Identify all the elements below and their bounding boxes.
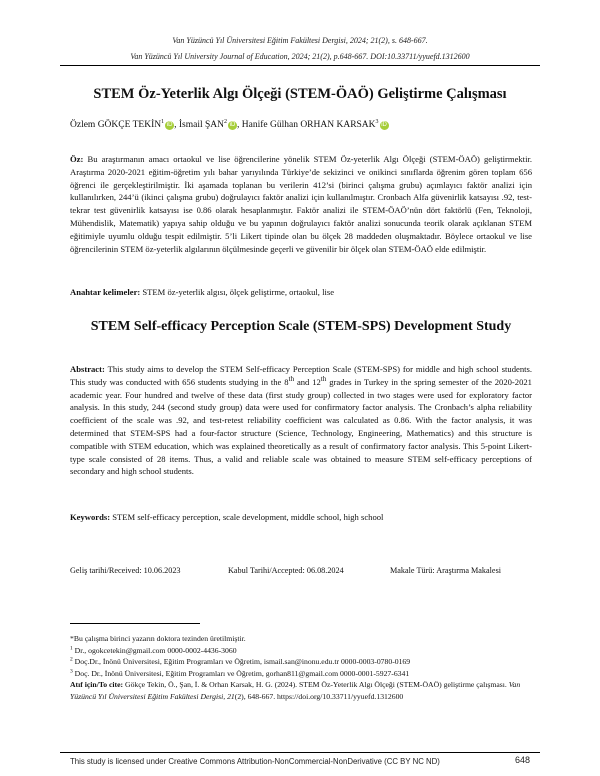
footnote-divider <box>70 623 200 624</box>
abstract-en-label: Abstract: <box>70 364 105 374</box>
author-2-affiliation: 2 <box>224 118 227 125</box>
footnote-text: Dr., ogokcetekin@gmail.com 0000-0002-4436-3060 <box>72 645 237 655</box>
ordinal-suffix: th <box>320 374 327 383</box>
footnote-marker: 3 <box>70 668 73 675</box>
footnote-2 <box>70 656 532 668</box>
author-separator: , <box>174 120 179 130</box>
ordinal-suffix: th <box>288 374 295 383</box>
keywords-en-label: Keywords: <box>70 512 111 522</box>
author-3-name: Hanife Gülhan ORHAN KARSAK <box>241 120 376 130</box>
received-date: Geliş tarihi/Received: 10.06.2023 <box>70 566 181 575</box>
keywords-tr-label: Anahtar kelimeler: <box>70 287 141 297</box>
abstract-turkish <box>70 153 532 255</box>
title-turkish: STEM Öz-Yeterlik Algı Ölçeği (STEM-ÖAÖ) Geliştirme Çalışması <box>93 86 507 102</box>
citation-journal: Van Yüzüncü Yıl Üniversitesi Eğitim Fakültesi Dergisi, 21 <box>70 680 521 701</box>
footnote-3 <box>70 668 532 680</box>
citation <box>70 679 532 702</box>
abstract-tr-text: Bu araştırmanın amacı ortaokul ve lise öğrencilerine yönelik STEM Öz-yeterlik Algı Ölçeği (STEM-ÖAÖ) geliştirmektir. Araştırma 2020-2021 eğitim-öğretim yılı bahar yarıyılında Türkiye’de sekizinci ve onikinci sınıflarda öğrenim gören toplam 656 öğrenci ile gerçekleştirilmiştir. İki aşamada toplanan bu verilerin 412’si (birinci çalışma grubu) açımlayıcı faktör analizi için kullanılırken, 244’ü (ikinci çalışma grubu) doğrulayıcı faktör analizi için kullanılmıştır. Cronbach Alfa güvenirlik katsayısı .92, test-tekrar test güvenirlik katsayısı ise 0.86 olarak hesaplanmıştır. Faktör analizi ile STEM-ÖAÖ’nün dört faktörlü (Fen, Teknoloji, Mühendislik, Matematik) yapıya sahip olduğu ve bu yapının doğrulayıcı faktör analizi sonucunda teorik olarak açıklanan STEM eğitimiyle uyumlu olduğu tespit edilmiştir. 5’li Likert tipinde olan bu ölçek 28 maddeden oluşmaktadır. Böylece ortaokul ve lise öğrencilerinin STEM öz-yeterlik algılarının ölçülmesinde geçerli ve güvenilir bir ölçek olan STEM-ÖAÖ elde edilmiştir. <box>70 154 532 254</box>
footnote-thesis: *Bu çalışma birinci yazarın doktora tezinden üretilmiştir. <box>70 634 246 643</box>
citation-text: Gökçe Tekin, Ö., Şan, İ. & Orhan Karsak, H. G. (2024). STEM Öz-Yeterlik Algı Ölçeği (STEM-ÖAÖ) geliştirme çalışması. <box>123 680 509 690</box>
author-2-name: İsmail ŞAN <box>178 120 224 130</box>
article-type: Makale Türü: Araştırma Makalesi <box>390 566 502 575</box>
citation-label: Atıf için/To cite: <box>70 680 124 690</box>
author-3-affiliation: 3 <box>375 118 379 125</box>
orcid-icon[interactable]: iD <box>166 122 173 128</box>
abstract-en-text: and 12 <box>294 376 321 387</box>
title-english: STEM Self-efficacy Perception Scale (STEM-SPS) Development Study <box>90 319 512 334</box>
author-line <box>70 120 389 130</box>
footnote-marker: 2 <box>70 656 73 663</box>
journal-header-en: Van Yüzüncü Yıl University Journal of Education, 2024; 21(2), p.648-667. DOI:10.33711/yyuefd.1312600 <box>130 52 470 61</box>
page-number: 648 <box>514 755 530 765</box>
license-notice: This study is licensed under Creative Commons Attribution-NonCommercial-NonDerivative (CC BY NC ND) <box>70 757 440 766</box>
footer-divider <box>60 752 540 753</box>
orcid-icon[interactable]: iD <box>229 122 236 128</box>
footnote-marker: 1 <box>70 645 73 652</box>
accepted-date: Kabul Tarihi/Accepted: 06.08.2024 <box>228 566 344 575</box>
abstract-en-text: This study aims to develop the STEM Self-efficacy Perception Scale (STEM-SPS) for middle and high school students. This study was conducted with 656 students studying in the 8 <box>70 364 532 387</box>
orcid-icon[interactable]: iD <box>381 122 387 128</box>
footnote-1 <box>70 645 532 657</box>
abstract-tr-label: Öz: <box>70 154 84 164</box>
footnotes <box>70 633 532 703</box>
keywords-turkish <box>70 287 532 297</box>
footnote-text: Doç. Dr., İnönü Üniversitesi, Eğitim Programları ve Öğretim, gorhan811@gmail.com 0000-0001-5927-6341 <box>72 668 410 678</box>
abstract-en-text: grades in Turkey in the spring semester of the 2020-2021 academic year. Four hundred and twelve of these data (first study group) collected in two stages were used for exploratory factor analysis. In this study, 244 (second study group) data were used for confirmatory factor analysis. The Cronbach’s alpha reliability coefficient of the scale was .92, and test-retest reliability coefficient was calculated as 0.86. With the factor analysis, it was determined that STEM-SPS had a four-factor structure (Science, Technology, Engineering, Mathematics) and this structure is compatible with STEM education, which was explained theoretically as a result of confirmatory factor analysis. This 5-point Likert-type scale consisted of 28 items. Thus, a valid and reliable scale was obtained to measure STEM self-efficacy perceptions of secondary and high school students. <box>70 376 532 477</box>
header-divider <box>60 65 540 66</box>
keywords-tr-text: STEM öz-yeterlik algısı, ölçek geliştirme, ortaokul, lise <box>140 287 335 297</box>
citation-doi[interactable]: (2), 648-667. https://doi.org/10.33711/yyuefd.1312600 <box>234 691 404 701</box>
author-1-affiliation: 1 <box>161 118 165 125</box>
keywords-english <box>70 512 532 522</box>
author-1-name: Özlem GÖKÇE TEKİN <box>70 120 162 130</box>
footnote-text: Doç.Dr., İnönü Üniversitesi, Eğitim Programları ve Öğretim, ismail.san@inonu.edu.tr 0000-0003-0780-0169 <box>72 657 411 667</box>
keywords-en-text: STEM self-efficacy perception, scale development, middle school, high school <box>110 512 384 522</box>
author-separator: , <box>237 120 242 130</box>
abstract-english <box>70 363 532 478</box>
journal-header-tr: Van Yüzüncü Yıl Üniversitesi Eğitim Fakültesi Dergisi, 2024; 21(2), s. 648-667. <box>172 36 428 45</box>
